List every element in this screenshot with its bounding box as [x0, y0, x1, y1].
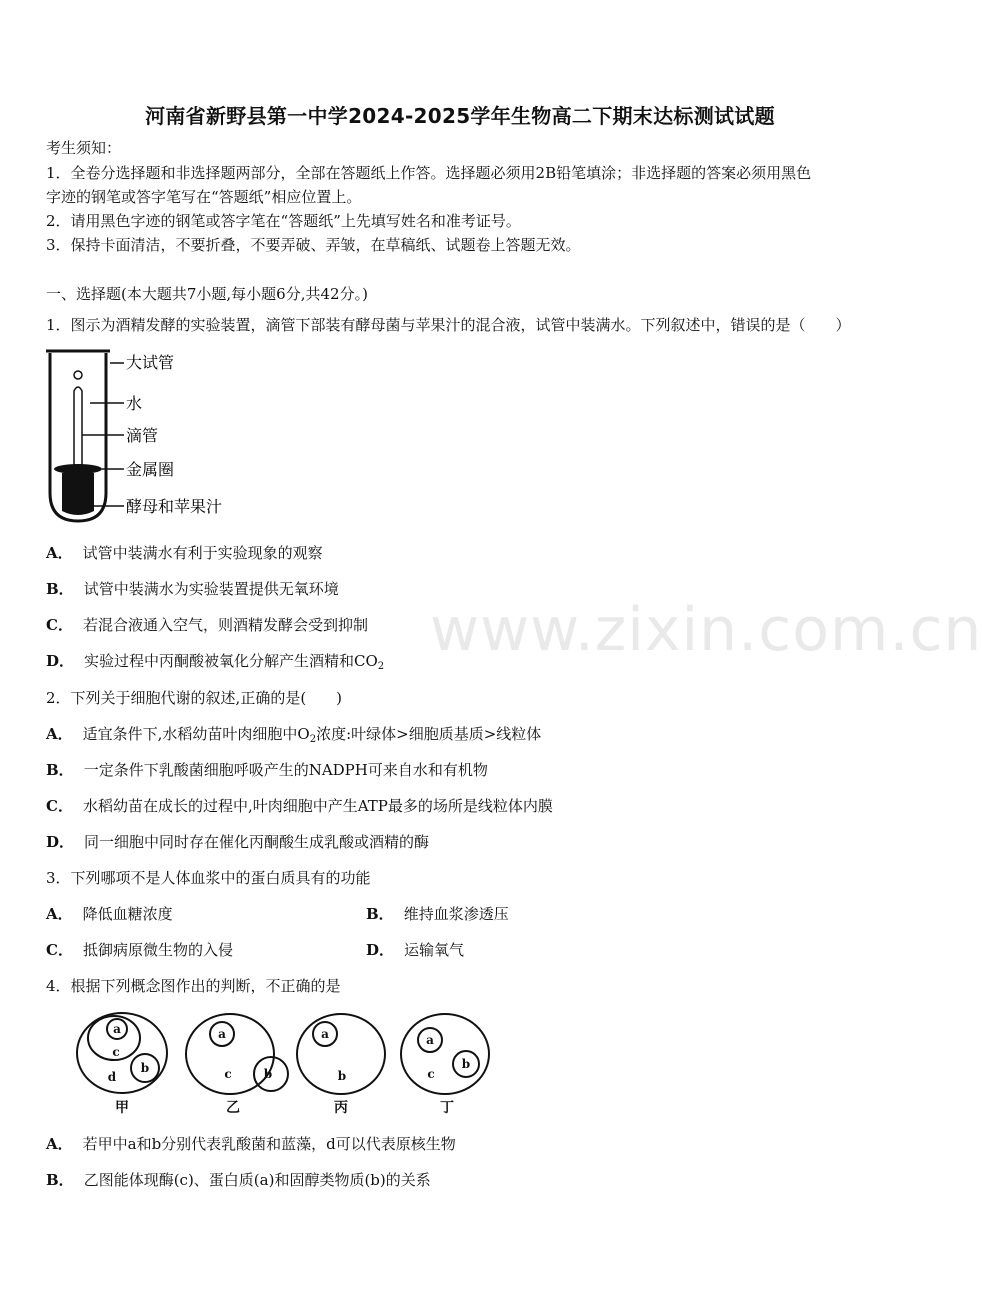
q3-option-b: [366, 903, 509, 924]
option-text: 一定条件下乳酸菌细胞呼吸产生的NADPH可来自水和有机物: [83, 761, 488, 779]
option-letter: A．: [46, 905, 73, 923]
ding-label-b: b: [461, 1057, 471, 1071]
option-text: 运输氧气: [404, 941, 465, 959]
q4-option-a: [46, 1133, 456, 1154]
option-text: 试管中装满水为实验装置提供无氧环境: [83, 580, 339, 598]
q3-option-a: [46, 903, 173, 924]
q1-option-c: [46, 614, 368, 635]
option-text: 抵御病原微生物的入侵: [82, 941, 233, 959]
option-text: 实验过程中丙酮酸被氧化分解产生酒精和CO: [84, 652, 378, 670]
label-yeast-juice: 酵母和苹果汁: [126, 497, 223, 516]
option-letter: D．: [46, 833, 75, 851]
option-text: 若混合液通入空气，则酒精发酵会受到抑制: [82, 616, 368, 634]
option-text: 同一细胞中同时存在催化丙酮酸生成乳酸或酒精的酶: [84, 833, 430, 851]
yi-label-c: c: [224, 1067, 232, 1081]
option-text: 水稻幼苗在成长的过程中,叶肉细胞中产生ATP最多的场所是线粒体内膜: [82, 797, 553, 815]
bing-label-b: b: [337, 1069, 347, 1083]
concept-diagrams-figure: [70, 1008, 500, 1123]
yi-label-a: a: [218, 1027, 226, 1041]
diagram-name-ding: 丁: [440, 1100, 454, 1116]
notice-line-4: 3．保持卡面清洁，不要折叠，不要弄破、弄皱，在草稿纸、试题卷上答题无效。: [46, 236, 581, 254]
option-text: 降低血糖浓度: [82, 905, 173, 923]
q1-option-d: [46, 650, 384, 672]
diagram-name-yi: 乙: [226, 1100, 240, 1116]
option-text: 乙图能体现酶(c)、蛋白质(a)和固醇类物质(b)的关系: [83, 1171, 431, 1189]
bing-label-a: a: [321, 1027, 329, 1041]
option-letter: C．: [46, 941, 73, 959]
question-4-stem: 4．根据下列概念图作出的判断，不正确的是: [46, 977, 341, 995]
notice-line-3: 2．请用黑色字迹的钢笔或答字笔在“答题纸”上先填写姓名和准考证号。: [46, 212, 521, 230]
label-big-tube: 大试管: [126, 353, 175, 372]
jia-label-d: d: [107, 1070, 117, 1084]
option-letter: C．: [46, 797, 73, 815]
ding-label-c: c: [427, 1067, 435, 1081]
q3-option-c: [46, 939, 233, 960]
option-letter: C．: [46, 616, 73, 634]
q2-option-b: [46, 759, 488, 780]
notice-line-1: 1．全卷分选择题和非选择题两部分，全部在答题纸上作答。选择题必须用2B铅笔填涂；非选择题的答案必须用黑色: [46, 164, 812, 182]
option-letter: D．: [366, 941, 395, 959]
fermentation-apparatus-figure: [40, 343, 250, 528]
subscript: 2: [377, 661, 385, 672]
watermark: www.zixin.com.cn: [430, 595, 982, 665]
q3-option-d: [366, 939, 464, 960]
q1-option-a: [46, 542, 323, 563]
option-text: 若甲中a和b分别代表乳酸菌和蓝藻，d可以代表原核生物: [82, 1135, 456, 1153]
option-text-post: 浓度:叶绿体>细胞质基质>线粒体: [316, 725, 542, 743]
ding-label-a: a: [426, 1033, 434, 1047]
question-2-stem: 2．下列关于细胞代谢的叙述,正确的是( ): [46, 689, 343, 707]
option-letter: B．: [46, 761, 74, 779]
q2-option-d: [46, 831, 429, 852]
label-water: 水: [126, 394, 143, 413]
q1-option-b: [46, 578, 339, 599]
yi-label-b: b: [263, 1067, 273, 1081]
page-title: 河南省新野县第一中学2024-2025学年生物高二下期末达标测试试题: [145, 104, 775, 128]
option-letter: A．: [46, 1135, 73, 1153]
option-letter: D．: [46, 652, 75, 670]
jia-label-b: b: [140, 1061, 150, 1075]
jia-label-c: c: [112, 1045, 120, 1059]
notice-heading: 考生须知：: [46, 139, 122, 157]
q2-option-a: [46, 723, 541, 745]
option-letter: B．: [366, 905, 394, 923]
question-3-stem: 3．下列哪项不是人体血浆中的蛋白质具有的功能: [46, 869, 371, 887]
notice-line-2: 字迹的钢笔或答字笔写在“答题纸”相应位置上。: [46, 188, 362, 206]
section-heading: 一、选择题(本大题共7小题,每小题6分,共42分。): [46, 285, 368, 303]
diagram-name-bing: 丙: [334, 1100, 348, 1116]
label-metal-ring: 金属圈: [126, 460, 175, 479]
option-text-pre: 适宜条件下,水稻幼苗叶肉细胞中O: [82, 725, 310, 743]
jia-label-a: a: [113, 1022, 121, 1036]
label-dropper: 滴管: [126, 426, 159, 445]
option-letter: A．: [46, 725, 73, 743]
question-1-stem: 1．图示为酒精发酵的实验装置，滴管下部装有酵母菌与苹果汁的混合液，试管中装满水。下列叙述中，错误的是（ ）: [46, 316, 851, 334]
option-letter: B．: [46, 580, 74, 598]
option-letter: B．: [46, 1171, 74, 1189]
q4-option-b: [46, 1169, 431, 1190]
diagram-name-jia: 甲: [115, 1100, 129, 1116]
option-letter: A．: [46, 544, 73, 562]
option-text: 维持血浆渗透压: [403, 905, 509, 923]
q2-option-c: [46, 795, 553, 816]
subscript: 2: [309, 734, 317, 745]
option-text: 试管中装满水有利于实验现象的观察: [82, 544, 323, 562]
